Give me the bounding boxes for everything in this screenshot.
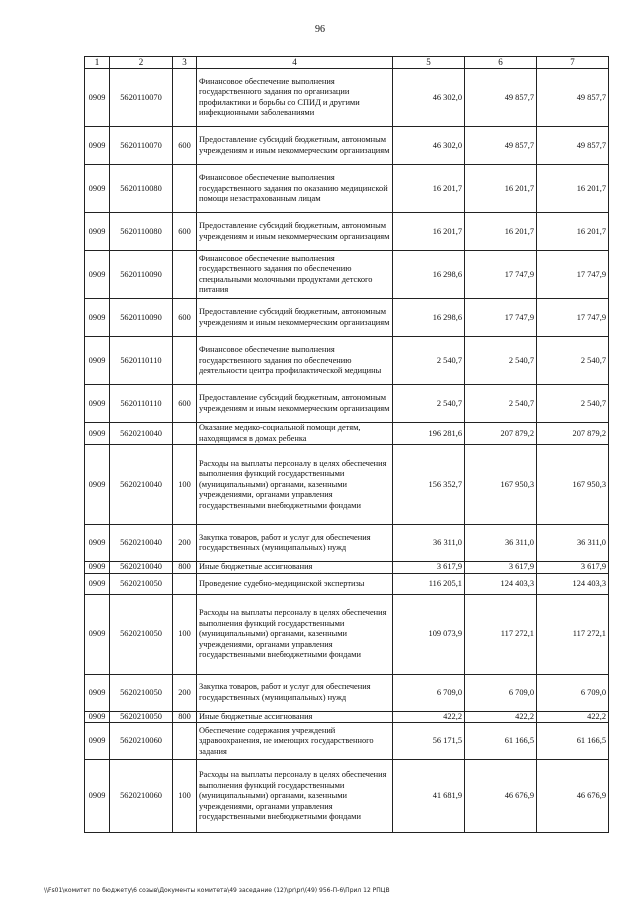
amount-year1-cell: 16 201,7: [393, 213, 465, 251]
table-row: [85, 525, 609, 562]
table-row: [85, 760, 609, 833]
amount-year1-cell: 156 352,7: [393, 445, 465, 525]
amount-year2-cell: 16 201,7: [465, 165, 537, 213]
code-cell: 5620210040: [110, 525, 173, 562]
code-cell: 5620110090: [110, 251, 173, 299]
amount-year2-cell: 3 617,9: [465, 562, 537, 574]
amount-year3-cell: 117 272,1: [537, 594, 609, 674]
expense-type-cell: [173, 165, 197, 213]
item-name-cell: Расходы на выплаты персоналу в целях обеспечения выполнения функций государственными (муниципальными) органами, казенными учреждениями, органами управления государственными внебюджетными фондами: [197, 760, 393, 833]
amount-year1-cell: 116 205,1: [393, 573, 465, 594]
section-cell: 0909: [85, 251, 110, 299]
section-cell: 0909: [85, 674, 110, 711]
expense-type-cell: [173, 69, 197, 127]
amount-year2-cell: 49 857,7: [465, 69, 537, 127]
amount-year1-cell: 422,2: [393, 711, 465, 723]
amount-year2-cell: 61 166,5: [465, 723, 537, 760]
amount-year3-cell: 2 540,7: [537, 337, 609, 385]
item-name-cell: Финансовое обеспечение выполнения государственного задания по обеспечению деятельности центра профилактической медицины: [197, 337, 393, 385]
amount-year3-cell: 17 747,9: [537, 251, 609, 299]
amount-year2-cell: 17 747,9: [465, 299, 537, 337]
footer-file-path: \\Fs01\комитет по бюджету\6 созыв\Документы комитета\49 заседание (12)\pr\pr\(49) 956-П-6\Прил 12 РПЦВ: [44, 887, 390, 894]
amount-year1-cell: 41 681,9: [393, 760, 465, 833]
code-cell: 5620110070: [110, 127, 173, 165]
code-cell: 5620110110: [110, 385, 173, 423]
amount-year3-cell: 49 857,7: [537, 69, 609, 127]
code-cell: 5620210040: [110, 423, 173, 445]
amount-year1-cell: 16 298,6: [393, 299, 465, 337]
expense-type-cell: 100: [173, 445, 197, 525]
amount-year1-cell: 46 302,0: [393, 127, 465, 165]
section-cell: 0909: [85, 711, 110, 723]
expense-type-cell: [173, 251, 197, 299]
expense-type-cell: 600: [173, 213, 197, 251]
header-cell-1: 1: [85, 57, 110, 69]
amount-year1-cell: 16 298,6: [393, 251, 465, 299]
item-name-cell: Финансовое обеспечение выполнения государственного задания по обеспечению специальными молочными продуктами детского питания: [197, 251, 393, 299]
item-name-cell: Расходы на выплаты персоналу в целях обеспечения выполнения функций государственными (муниципальными) органами, казенными учреждениями, органами управления государственными внебюджетными фондами: [197, 445, 393, 525]
amount-year3-cell: 17 747,9: [537, 299, 609, 337]
section-cell: 0909: [85, 562, 110, 574]
table-row: [85, 711, 609, 723]
amount-year3-cell: 6 709,0: [537, 674, 609, 711]
amount-year3-cell: 36 311,0: [537, 525, 609, 562]
item-name-cell: Иные бюджетные ассигнования: [197, 711, 393, 723]
budget-table: [84, 56, 609, 833]
code-cell: 5620210040: [110, 562, 173, 574]
amount-year3-cell: 124 403,3: [537, 573, 609, 594]
table-row: [85, 251, 609, 299]
item-name-cell: Закупка товаров, работ и услуг для обеспечения государственных (муниципальных) нужд: [197, 674, 393, 711]
code-cell: 5620110110: [110, 337, 173, 385]
section-cell: 0909: [85, 69, 110, 127]
item-name-cell: Проведение судебно-медицинской экспертизы: [197, 573, 393, 594]
table-row: [85, 423, 609, 445]
amount-year2-cell: 167 950,3: [465, 445, 537, 525]
expense-type-cell: [173, 423, 197, 445]
item-name-cell: Финансовое обеспечение выполнения государственного задания по оказанию медицинской помощи незастрахованным лицам: [197, 165, 393, 213]
amount-year3-cell: 49 857,7: [537, 127, 609, 165]
amount-year1-cell: 6 709,0: [393, 674, 465, 711]
code-cell: 5620210040: [110, 445, 173, 525]
table-row: [85, 674, 609, 711]
expense-type-cell: 800: [173, 711, 197, 723]
amount-year1-cell: 2 540,7: [393, 337, 465, 385]
section-cell: 0909: [85, 723, 110, 760]
amount-year3-cell: 167 950,3: [537, 445, 609, 525]
table-row: [85, 573, 609, 594]
code-cell: 5620110070: [110, 69, 173, 127]
table-row: [85, 445, 609, 525]
amount-year2-cell: 124 403,3: [465, 573, 537, 594]
amount-year2-cell: 49 857,7: [465, 127, 537, 165]
section-cell: 0909: [85, 573, 110, 594]
expense-type-cell: [173, 723, 197, 760]
amount-year3-cell: 207 879,2: [537, 423, 609, 445]
amount-year3-cell: 422,2: [537, 711, 609, 723]
table-row: [85, 594, 609, 674]
amount-year3-cell: 16 201,7: [537, 165, 609, 213]
amount-year3-cell: 3 617,9: [537, 562, 609, 574]
expense-type-cell: 800: [173, 562, 197, 574]
amount-year3-cell: 46 676,9: [537, 760, 609, 833]
table-row: [85, 299, 609, 337]
code-cell: 5620110080: [110, 165, 173, 213]
code-cell: 5620110080: [110, 213, 173, 251]
table-row: [85, 385, 609, 423]
amount-year2-cell: 36 311,0: [465, 525, 537, 562]
expense-type-cell: 200: [173, 674, 197, 711]
item-name-cell: Предоставление субсидий бюджетным, автономным учреждениям и иным некоммерческим организациям: [197, 127, 393, 165]
item-name-cell: Предоставление субсидий бюджетным, автономным учреждениям и иным некоммерческим организациям: [197, 299, 393, 337]
code-cell: 5620210060: [110, 760, 173, 833]
section-cell: 0909: [85, 337, 110, 385]
amount-year1-cell: 36 311,0: [393, 525, 465, 562]
amount-year1-cell: 56 171,5: [393, 723, 465, 760]
amount-year1-cell: 46 302,0: [393, 69, 465, 127]
amount-year3-cell: 16 201,7: [537, 213, 609, 251]
code-cell: 5620210050: [110, 674, 173, 711]
amount-year2-cell: 2 540,7: [465, 385, 537, 423]
table-row: [85, 127, 609, 165]
amount-year2-cell: 16 201,7: [465, 213, 537, 251]
section-cell: 0909: [85, 213, 110, 251]
header-cell-3: 3: [173, 57, 197, 69]
section-cell: 0909: [85, 385, 110, 423]
table-row: [85, 69, 609, 127]
section-cell: 0909: [85, 445, 110, 525]
header-cell-6: 6: [465, 57, 537, 69]
amount-year2-cell: 6 709,0: [465, 674, 537, 711]
section-cell: 0909: [85, 299, 110, 337]
header-cell-5: 5: [393, 57, 465, 69]
page-number: 96: [315, 24, 325, 35]
expense-type-cell: 200: [173, 525, 197, 562]
expense-type-cell: [173, 573, 197, 594]
code-cell: 5620210050: [110, 573, 173, 594]
table-row: [85, 337, 609, 385]
section-cell: 0909: [85, 165, 110, 213]
section-cell: 0909: [85, 525, 110, 562]
amount-year3-cell: 61 166,5: [537, 723, 609, 760]
header-cell-7: 7: [537, 57, 609, 69]
section-cell: 0909: [85, 127, 110, 165]
amount-year2-cell: 117 272,1: [465, 594, 537, 674]
amount-year1-cell: 16 201,7: [393, 165, 465, 213]
item-name-cell: Иные бюджетные ассигнования: [197, 562, 393, 574]
amount-year2-cell: 2 540,7: [465, 337, 537, 385]
amount-year1-cell: 2 540,7: [393, 385, 465, 423]
table-row: [85, 723, 609, 760]
amount-year2-cell: 207 879,2: [465, 423, 537, 445]
amount-year2-cell: 46 676,9: [465, 760, 537, 833]
table-row: [85, 165, 609, 213]
table-row: [85, 562, 609, 574]
item-name-cell: Оказание медико-социальной помощи детям, находящимся в домах ребенка: [197, 423, 393, 445]
expense-type-cell: 100: [173, 760, 197, 833]
header-cell-4: 4: [197, 57, 393, 69]
expense-type-cell: 600: [173, 299, 197, 337]
item-name-cell: Финансовое обеспечение выполнения государственного задания по организации профилактики и борьбы со СПИД и другими инфекционными заболеваниями: [197, 69, 393, 127]
expense-type-cell: 100: [173, 594, 197, 674]
item-name-cell: Предоставление субсидий бюджетным, автономным учреждениям и иным некоммерческим организациям: [197, 213, 393, 251]
item-name-cell: Расходы на выплаты персоналу в целях обеспечения выполнения функций государственными (муниципальными) органами, казенными учреждениями, органами управления государственными внебюджетными фондами: [197, 594, 393, 674]
item-name-cell: Закупка товаров, работ и услуг для обеспечения государственных (муниципальных) нужд: [197, 525, 393, 562]
expense-type-cell: 600: [173, 385, 197, 423]
code-cell: 5620110090: [110, 299, 173, 337]
amount-year2-cell: 17 747,9: [465, 251, 537, 299]
amount-year1-cell: 3 617,9: [393, 562, 465, 574]
expense-type-cell: [173, 337, 197, 385]
section-cell: 0909: [85, 760, 110, 833]
table-row: [85, 213, 609, 251]
amount-year1-cell: 109 073,9: [393, 594, 465, 674]
code-cell: 5620210050: [110, 711, 173, 723]
amount-year2-cell: 422,2: [465, 711, 537, 723]
code-cell: 5620210050: [110, 594, 173, 674]
header-row: [85, 57, 609, 69]
header-cell-2: 2: [110, 57, 173, 69]
amount-year3-cell: 2 540,7: [537, 385, 609, 423]
section-cell: 0909: [85, 594, 110, 674]
item-name-cell: Обеспечение содержания учреждений здравоохранения, не имеющих государственного задания: [197, 723, 393, 760]
amount-year1-cell: 196 281,6: [393, 423, 465, 445]
item-name-cell: Предоставление субсидий бюджетным, автономным учреждениям и иным некоммерческим организациям: [197, 385, 393, 423]
code-cell: 5620210060: [110, 723, 173, 760]
expense-type-cell: 600: [173, 127, 197, 165]
section-cell: 0909: [85, 423, 110, 445]
